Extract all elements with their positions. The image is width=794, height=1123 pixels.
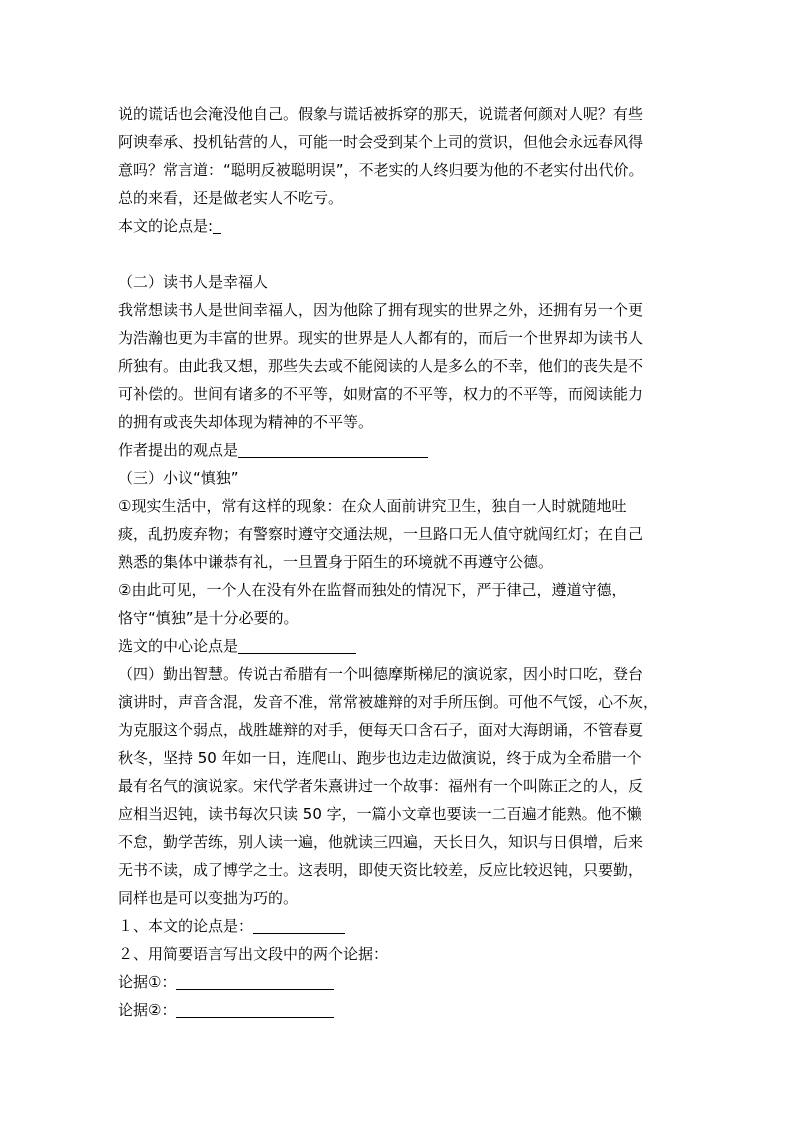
- paragraph-line: 为克服这个弱点，战胜雄辩的对手，便每天口含石子，面对大海朗诵，不管春夏: [118, 721, 644, 739]
- paragraph-line: 最有名气的演说家。宋代学者朱熹讲过一个故事：福州有一个叫陈正之的人，反: [118, 777, 644, 795]
- spacer: [118, 240, 678, 268]
- paragraph-line: 秋冬，坚持 50 年如一日，连爬山、跑步也边走边做演说，终于成为全希腊一个: [118, 749, 642, 767]
- paragraph-line: 恪守“慎独”是十分必要的。: [118, 609, 299, 627]
- section-title: （二）读书人是幸福人: [118, 273, 269, 291]
- paragraph-line: 所独有。由此我又想，那些失去或不能阅读的人是多么的不幸，他们的丧失是不: [118, 357, 644, 375]
- question-line: ２、用简要语言写出文段中的两个论据：: [118, 945, 389, 963]
- answer-blank[interactable]: [176, 971, 334, 990]
- paragraph-line: 不怠，勤学苦练，别人读一遍，他就读三四遍，天长日久，知识与日俱增，后来: [118, 833, 644, 851]
- question-text: 选文的中心论点是: [118, 637, 239, 655]
- question-line: [118, 912, 678, 940]
- paragraph-line: 总的来看，还是做老实人不吃亏。: [118, 189, 344, 207]
- paragraph-line: 说的谎话也会淹没他自己。假象与谎话被拆穿的那天，说谎者何颜对人呢？有些: [118, 105, 644, 123]
- answer-blank[interactable]: [238, 439, 428, 458]
- paragraph-line: （四）勤出智慧。传说古希腊有一个叫德摩斯梯尼的演说家，因小时口吃，登台: [118, 665, 644, 683]
- paragraph-line: 可补偿的。世间有诸多的不平等，如财富的不平等，权力的不平等，而阅读能力: [118, 385, 644, 403]
- paragraph-line: 意吗？常言道：“聪明反被聪明误”，不老实的人终归要为他的不老实付出代价。: [118, 161, 644, 179]
- argument-label: 论据②：: [118, 1001, 177, 1019]
- answer-blank[interactable]: [238, 635, 356, 654]
- argument-line: [118, 996, 678, 1024]
- paragraph-line: ①现实生活中，常有这样的现象：在众人面前讲究卫生，独自一人时就随地吐: [118, 497, 627, 515]
- question-text: 作者提出的观点是: [118, 441, 239, 459]
- section-title: （三）小议“慎独”: [118, 469, 239, 487]
- paragraph-line: 阿谀奉承、投机钻营的人，可能一时会受到某个上司的赏识，但他会永远春风得: [118, 133, 644, 151]
- paragraph-line: 演讲时，声音含混，发音不准，常常被雄辩的对手所压倒。可他不气馁，心不灰，: [118, 693, 659, 711]
- question-line: [118, 436, 678, 464]
- argument-line: [118, 968, 678, 996]
- argument-label: 论据①：: [118, 973, 177, 991]
- paragraph-line: 同样也是可以变拙为巧的。: [118, 889, 299, 907]
- paragraph-line: 的拥有或丧失却体现为精神的不平等。: [118, 413, 374, 431]
- paragraph-line: 我常想读书人是世间幸福人，因为他除了拥有现实的世界之外，还拥有另一个更: [118, 301, 644, 319]
- question-line: [118, 212, 678, 240]
- paragraph-line: 熟悉的集体中谦恭有礼，一旦置身于陌生的环境就不再遵守公德。: [118, 553, 554, 571]
- answer-blank[interactable]: [253, 915, 345, 934]
- answer-blank[interactable]: [176, 999, 334, 1018]
- question-text: 本文的论点是:: [118, 217, 214, 235]
- question-line: [118, 632, 678, 660]
- question-text: １、本文的论点是：: [118, 917, 254, 935]
- paragraph-line: 应相当迟钝，读书每次只读 50 字，一篇小文章也要读一二百遍才能熟。他不懒: [118, 805, 642, 823]
- document-page: [118, 100, 678, 1024]
- paragraph-line: 无书不读，成了博学之士。这表明，即使天资比较差，反应比较迟钝，只要勤，: [118, 861, 644, 879]
- paragraph-line: ②由此可见，一个人在没有外在监督而独处的情况下，严于律己，遵道守德，: [118, 581, 627, 599]
- answer-blank[interactable]: [213, 215, 221, 234]
- paragraph-line: 为浩瀚也更为丰富的世界。现实的世界是人人都有的，而后一个世界却为读书人: [118, 329, 644, 347]
- paragraph-line: 痰，乱扔废弃物；有警察时遵守交通法规，一旦路口无人值守就闯红灯；在自己: [118, 525, 644, 543]
